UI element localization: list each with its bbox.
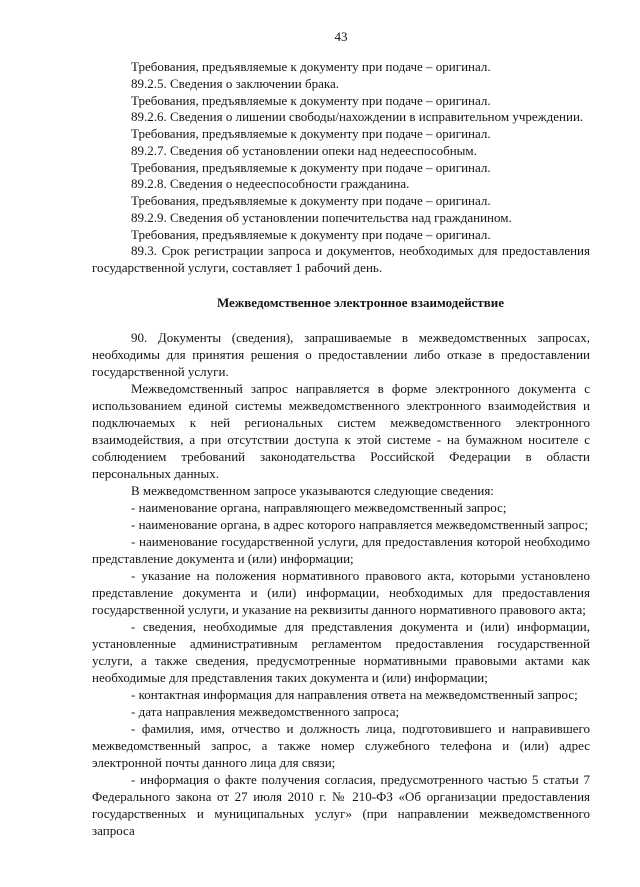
paragraph: Требования, предъявляемые к документу при подаче – оригинал. (131, 59, 491, 74)
paragraph: Межведомственный запрос направляется в форме электронного документа с использованием единой системы межведомственного электронного взаимодействия и подключаемых к ней региональных систем межведомственного электронного взаимодействия, а при отсутствии доступа к этой системе - на бумажном носителе с соблюдением требований законодательства Российской Федерации в области персональных данных. (92, 380, 590, 481)
paragraph: 90. Документы (сведения), запрашиваемые в межведомственных запросах, необходимы для принятия решения о предоставлении либо отказе в предоставлении государственной услуги. (92, 329, 590, 379)
section-heading: Межведомственное электронное взаимодействие (216, 294, 505, 310)
paragraph: 89.2.9. Сведения об установлении попечительства над гражданином. (131, 209, 512, 225)
paragraph: Требования, предъявляемые к документу при подаче – оригинал. (131, 159, 491, 175)
paragraph: Требования, предъявляемые к документу при подаче – оригинал. (131, 226, 491, 242)
list-item: - наименование органа, в адрес которого направляется межведомственный запрос; (131, 516, 588, 532)
section-89-requirements (92, 59, 590, 277)
list-item: - информация о факте получения согласия, предусмотренного частью 5 статьи 7 Федерального закона от 27 июля 2010 г. № 210-ФЗ «Об организации предоставления государственных и муниципальных услуг» (при направлении межведомственного запроса (92, 771, 590, 838)
list-item: - наименование государственной услуги, для предоставления которой необходимо представление документа и (или) информации; (92, 533, 590, 566)
list-item: - фамилия, имя, отчество и должность лица, подготовившего и направившего межведомственный запрос, а также номер служебного телефона и (или) адрес электронной почты данного лица для связи; (92, 720, 590, 770)
document-body (92, 59, 590, 839)
paragraph: Требования, предъявляемые к документу при подаче – оригинал. (131, 126, 491, 141)
paragraph: 89.2.6. Сведения о лишении свободы/нахождении в исправительном учреждении. (131, 109, 584, 125)
list-item: - сведения, необходимые для представления документа и (или) информации, установленные административным регламентом предоставления государственной услуги, а также сведения, предусмотренные нормативными правовыми актами как необходимые для представления таких документа и (или) информации; (92, 618, 590, 685)
paragraph: В межведомственном запросе указываются следующие сведения: (131, 482, 494, 498)
paragraph: 89.2.8. Сведения о недееспособности гражданина. (131, 176, 410, 192)
list-item: - контактная информация для направления ответа на межведомственный запрос; (131, 686, 578, 702)
list-item: - указание на положения нормативного правового акта, которыми установлено представление документа и (или) информации, необходимых для предоставления государственной услуги, и указание на реквизиты данного нормативного правового акта; (92, 567, 590, 617)
paragraph: Требования, предъявляемые к документу при подаче – оригинал. (131, 193, 491, 208)
interagency-section-body (92, 329, 590, 839)
list-item: - дата направления межведомственного запроса; (131, 703, 400, 719)
page-number: 43 (334, 29, 348, 44)
paragraph: 89.3. Срок регистрации запроса и документов, необходимых для предоставления государственной услуги, составляет 1 рабочий день. (92, 243, 590, 275)
paragraph: Требования, предъявляемые к документу при подаче – оригинал. (131, 92, 491, 108)
paragraph: 89.2.5. Сведения о заключении брака. (131, 75, 339, 91)
list-item: - наименование органа, направляющего межведомственный запрос; (131, 499, 507, 515)
paragraph: 89.2.7. Сведения об установлении опеки над недееспособным. (131, 142, 477, 158)
